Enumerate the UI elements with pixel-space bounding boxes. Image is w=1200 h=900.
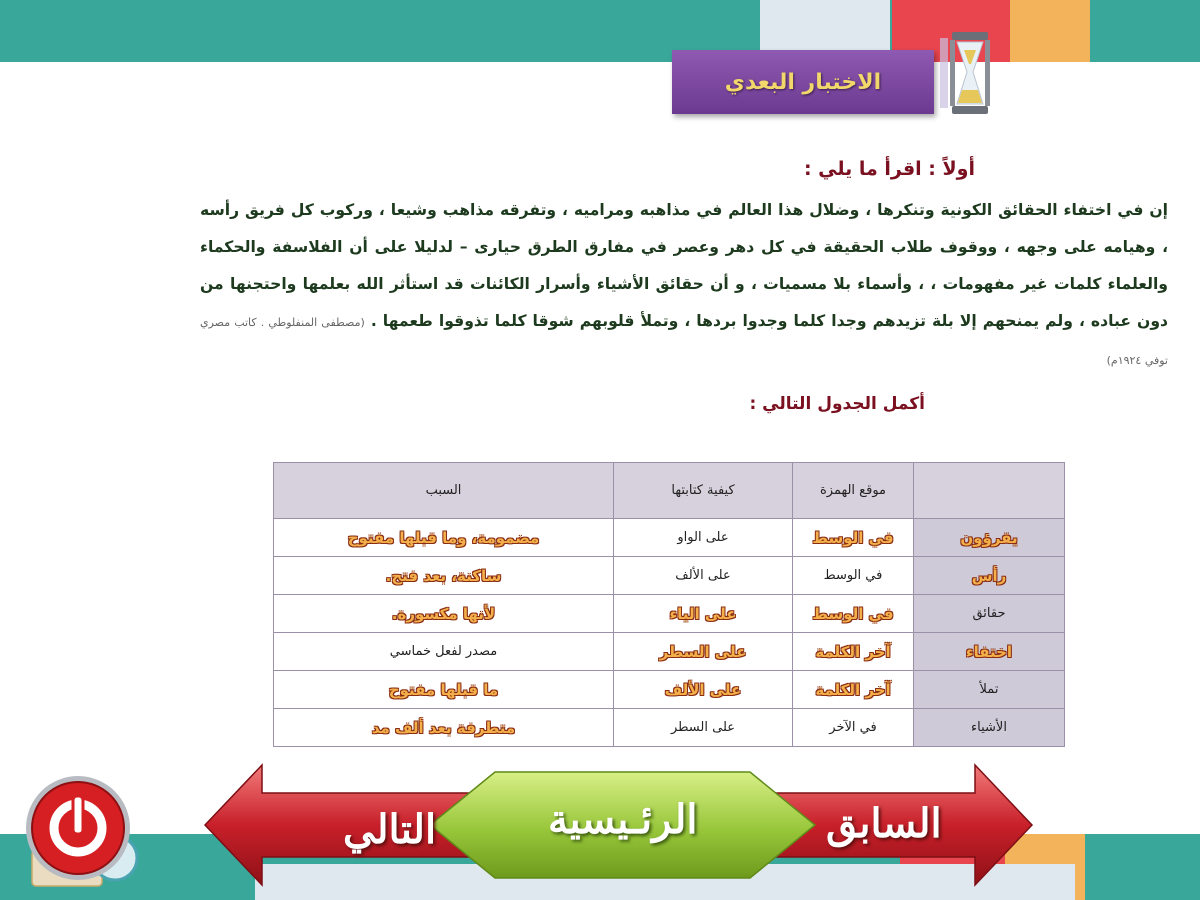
table-cell: على الياء	[669, 604, 737, 623]
power-icon[interactable]	[20, 770, 140, 890]
table-header-row	[274, 463, 1065, 519]
table-cell: في الوسط	[823, 568, 883, 583]
top-stripe-orange	[1010, 0, 1090, 62]
table-cell: في الوسط	[812, 604, 894, 623]
reading-source: (مصطفى المنفلوطي . كاتب مصري توفي ١٩٢٤م)	[200, 316, 1168, 367]
table-cell: آخر الكلمة	[815, 680, 891, 699]
table-cell: رأس	[971, 566, 1007, 585]
table-cell: على الواو	[677, 530, 729, 545]
table-cell: تملأ	[979, 682, 999, 697]
page-title: الاختبار البعدي	[724, 69, 882, 95]
table-cell: على الألف	[675, 568, 731, 583]
table-cell: لأنها مكسورة.	[391, 604, 496, 623]
table-cell: مصدر لفعل خماسي	[389, 644, 498, 659]
table-row	[274, 519, 1065, 557]
table-instruction: أكمل الجدول التالي :	[749, 394, 925, 414]
table-cell: على السطر	[659, 642, 747, 661]
header-hamza-position: موقع الهمزة	[793, 463, 914, 519]
table-cell: في الوسط	[812, 528, 894, 547]
table-cell: على السطر	[670, 720, 736, 735]
home-button[interactable]: الرئـيسية	[548, 796, 698, 843]
hourglass-icon	[940, 28, 1000, 118]
page-title-box	[672, 50, 934, 114]
table-row	[274, 671, 1065, 709]
hamza-table	[273, 462, 1065, 747]
table-cell: ما قبلها مفتوح	[388, 680, 499, 699]
top-stripe-teal-right	[1090, 0, 1200, 62]
table-cell: اختفاء	[965, 642, 1013, 661]
table-cell: حقائق	[972, 606, 1006, 621]
table-row	[274, 633, 1065, 671]
table-cell: متطرفة بعد ألف مد	[371, 718, 516, 737]
table-cell: الأشياء	[971, 720, 1007, 735]
table-row	[274, 595, 1065, 633]
next-button[interactable]: التالي	[343, 806, 437, 853]
table-row	[274, 557, 1065, 595]
table-row	[274, 709, 1065, 747]
table-cell: مضمومة، وما قبلها مفتوح	[347, 528, 540, 547]
reading-paragraph-text: إن في اختفاء الحقائق الكونية وتنكرها ، وضلال هذا العالم في مذاهبه ومراميه ، وتفرقه مذاهب وشيعا ، وركوب كل فريق رأسه ، وهيامه على وجهه ، ووقوف طلاب الحقيقة في كل دهر وعصر في مفارق الطرق حيارى – لدليلا على أن الفلاسفة والحكماء والعلماء كلمات غير مفهومات ، ، وأسماء بلا مسميات ، و أن حقائق الأشياء وأسرار الكائنات قد استأثر الله بعلمها واحتجنها من دون عباده ، ولم يمنحهم إلا بلة تزيدهم وجدا كلما وجدوا بردها ، وتملأ قلوبهم شوقا كلما تذوقوا طعمها .	[200, 201, 1169, 330]
header-writing-form: كيفية كتابتها	[614, 463, 793, 519]
table-cell: يقرؤون	[960, 528, 1018, 547]
table-cell: آخر الكلمة	[815, 642, 891, 661]
reading-paragraph	[200, 192, 1168, 379]
previous-button[interactable]: السابق	[826, 800, 942, 847]
table-cell: على الألف	[664, 680, 742, 699]
table-cell: ساكنة، بعد فتح.	[385, 566, 502, 585]
table-cell: في الآخر	[829, 720, 877, 735]
reading-heading: أولاً : اقرأ ما يلي :	[803, 158, 975, 180]
header-reason: السبب	[274, 463, 614, 519]
header-word	[914, 463, 1065, 519]
